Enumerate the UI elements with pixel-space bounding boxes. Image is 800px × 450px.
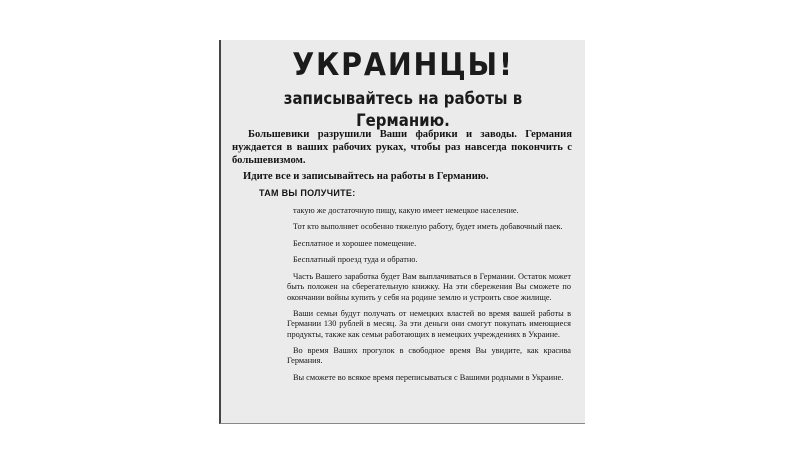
poster-page — [219, 40, 585, 424]
call-to-action: Идите все и записывайтесь на работы в Германию. — [243, 171, 489, 182]
benefit-item: Ваши семьи будут получать от немецких властей во время вашей работы в Германии 130 рублей в месяц. За эти деньги они смогут покупать имеющиеся продукты, также как семьи работающих в немецких учреждениях в Украине. — [287, 309, 571, 339]
benefit-item: такую же достаточную пищу, какую имеет немецкое население. — [293, 206, 519, 215]
benefit-item: Во время Ваших прогулок в свободное время Вы увидите, как красива Германия. — [287, 346, 571, 366]
benefit-item: Тот кто выполняет особенно тяжелую работу, будет иметь добавочный паек. — [293, 222, 563, 232]
benefits-heading: ТАМ ВЫ ПОЛУЧИТЕ: — [259, 188, 356, 198]
benefit-item: Вы сможете во всякое время переписываться с Вашими родными в Украине. — [293, 372, 564, 382]
benefit-item: Часть Вашего заработка будет Вам выплачиваться в Германии. Остаток может быть положен на сберегательную книжку. На эти сбережения Вы сможете по окончании войны купить у себя на родине землю и устроить свое жилище. — [287, 271, 571, 302]
intro-paragraph: Большевики разрушили Ваши фабрики и заводы. Германия нуждается в ваших рабочих руках, чтобы раз навсегда покончить с большевизмом. — [232, 129, 572, 166]
poster-subtitle: записывайтесь на работы в Германию. — [283, 89, 523, 131]
benefits-list — [287, 206, 571, 389]
benefit-item: Бесплатное и хорошее помещение. — [293, 238, 417, 248]
poster-title: УКРАИНЦЫ! — [292, 47, 514, 83]
benefit-item: Бесплатный проезд туда и обратно. — [293, 255, 418, 265]
